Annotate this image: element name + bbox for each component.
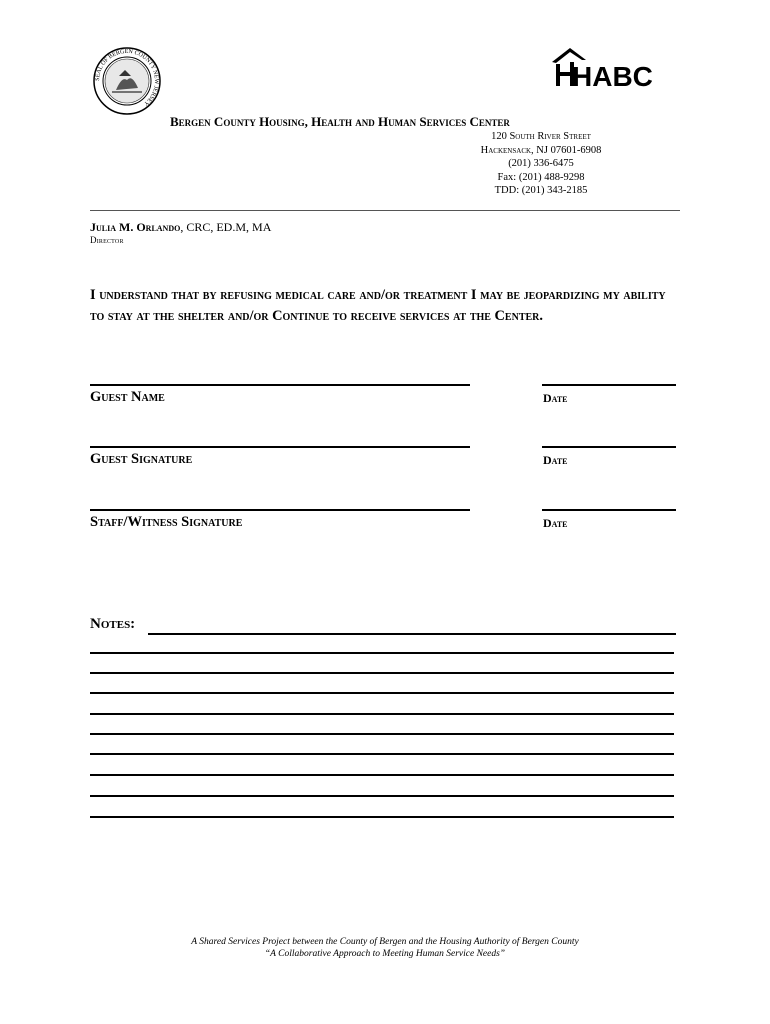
director-name-text: Julia M. Orlando: [90, 220, 181, 234]
guest-name-label: Guest Name: [90, 389, 165, 405]
notes-line[interactable]: [90, 692, 674, 694]
county-seal-icon: [92, 46, 162, 116]
director-credentials: , CRC, ED.M, MA: [180, 220, 272, 234]
tdd-number: TDD: (201) 343-2185: [494, 185, 588, 196]
seal-ring-text: SEAL OF BERGEN COUNTY NEW JERSEY: [94, 48, 160, 107]
footer-project-line: A Shared Services Project between the County of Bergen and the Housing Authority of Bergen County: [191, 937, 579, 947]
staff-witness-signature-line[interactable]: [90, 509, 470, 511]
guest-name-line[interactable]: [90, 384, 470, 386]
city-state-zip: Hackensack, NJ 07601-6908: [480, 144, 602, 156]
notes-line[interactable]: [90, 652, 674, 654]
guest-name-date-line[interactable]: [542, 384, 676, 386]
footer-tagline: “A Collaborative Approach to Meeting Human Service Needs”: [264, 949, 506, 959]
guest-signature-date-line[interactable]: [542, 446, 676, 448]
organization-name: Bergen County Housing, Health and Human Services Center: [170, 114, 510, 129]
notes-line[interactable]: [90, 774, 674, 776]
director-name: [90, 220, 271, 235]
notes-line-first[interactable]: [148, 633, 676, 635]
guest-signature-date-label: Date: [543, 453, 568, 467]
street-address: 120 South River Street: [491, 131, 591, 142]
address-block: [420, 130, 662, 198]
director-title: Director: [90, 235, 124, 245]
staff-witness-date-line[interactable]: [542, 509, 676, 511]
staff-witness-date-label: Date: [543, 516, 568, 530]
notes-line[interactable]: [90, 672, 674, 674]
footer: [90, 936, 680, 960]
logo-wordmark: HABC: [572, 61, 653, 90]
staff-witness-label: Staff/Witness Signature: [90, 514, 243, 530]
header-divider: [90, 210, 680, 211]
notes-line[interactable]: [90, 816, 674, 818]
notes-line[interactable]: [90, 753, 674, 755]
fax-number: Fax: (201) 488-9298: [497, 171, 585, 183]
refusal-statement: I understand that by refusing medical care and/or treatment I may be jeopardizing my ability to stay at the shelter and/or Continue to receive services at the Center.: [90, 287, 666, 324]
notes-line[interactable]: [90, 733, 674, 735]
notes-label: Notes:: [90, 616, 136, 632]
notes-line[interactable]: [90, 795, 674, 797]
habc-logo-icon: [548, 46, 672, 90]
guest-signature-label: Guest Signature: [90, 451, 193, 467]
notes-line[interactable]: [90, 713, 674, 715]
guest-name-date-label: Date: [543, 391, 568, 405]
guest-signature-line[interactable]: [90, 446, 470, 448]
phone-number: (201) 336-6475: [508, 158, 574, 169]
